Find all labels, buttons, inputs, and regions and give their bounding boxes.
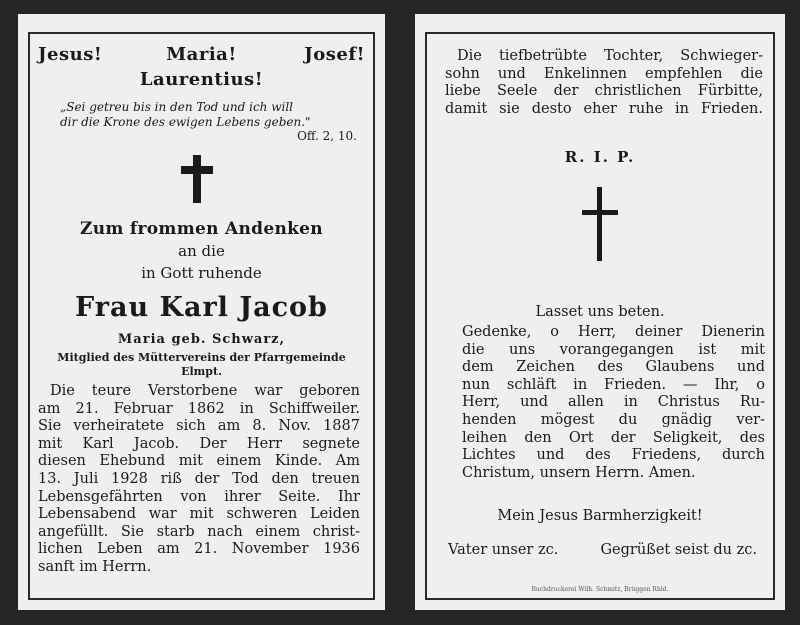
scripture-quote-line-1: „Sei getreu bis in den Tod und ich will [60, 100, 294, 114]
intro-line: damit sie desto eher ruhe in Frieden. [445, 100, 763, 117]
invocation-maria: Maria! [166, 44, 237, 65]
prayer-line: nun schläft in Frieden. — Ihr, o [462, 376, 765, 393]
biography-line: angefüllt. Sie starb nach einem christ- [38, 523, 360, 540]
heading-line-3: in Gott ruhende [141, 264, 262, 282]
membership-line-2: Elmpt. [181, 365, 222, 378]
family-intro [445, 48, 763, 118]
prayer-line: Lichtes und des Friedens, durch [462, 447, 765, 464]
prayer-line: die uns vorangegangen ist mit [462, 341, 765, 358]
biography-line: Lebensgefährten von ihrer Seite. Ihr [38, 488, 360, 505]
prayer-line: Herr, und allen in Christus Ru- [462, 394, 765, 411]
prayer-vater-unser: Vater unser zc. [448, 542, 559, 558]
biography-line: Die teure Verstorbene war geboren [50, 383, 360, 399]
invocation-josef: Josef! [304, 44, 365, 65]
closing-invocation: Mein Jesus Barmherzigkeit! [497, 508, 703, 524]
latin-cross-icon [181, 155, 213, 203]
biography-line: Sie verheiratete sich am 8. Nov. 1887 [38, 418, 360, 435]
maiden-name: Maria geb. Schwarz, [117, 332, 286, 347]
prayer-line: henden mögest du gnädig ver- [462, 411, 765, 428]
prayer-line: leihen den Ort der Seligkeit, des [462, 429, 765, 446]
left-card [18, 14, 385, 610]
biography [38, 383, 360, 577]
heading-line-2: an die [178, 242, 225, 260]
biography-line: diesen Ehebund mit einem Kinde. Am [38, 453, 360, 470]
rip-text: R. I. P. [564, 148, 636, 166]
biography-line: Lebensabend war mit schweren Leiden [38, 506, 360, 523]
intro-line: sohn und Enkelinnen empfehlen die [445, 65, 763, 82]
biography-line: lichen Leben am 21. November 1936 [38, 541, 360, 558]
biography-line: mit Karl Jacob. Der Herr segnete [38, 435, 360, 452]
heading-line-1: Zum frommen Andenken [80, 219, 323, 239]
intro-line: Die tiefbetrübte Tochter, Schwieger- [457, 48, 763, 64]
invocation-laurentius: Laurentius! [139, 69, 264, 90]
scripture-reference: Off. 2, 10. [297, 129, 357, 143]
scripture-quote-line-2: dir die Krone des ewigen Lebens geben." [60, 115, 311, 129]
biography-line: 13. Juli 1928 riß der Tod den treuen [38, 470, 360, 487]
deceased-name: Frau Karl Jacob [75, 292, 328, 323]
right-card [415, 14, 785, 610]
prayer-heading: Lasset uns beten. [535, 304, 665, 320]
prayer-line: dem Zeichen des Glaubens und [462, 359, 765, 376]
prayer-line: Christum, unsern Herrn. Amen. [462, 464, 696, 481]
prayer-gegruesset: Gegrüßet seist du zc. [600, 542, 757, 558]
prayer-line: Gedenke, o Herr, deiner Dienerin [462, 324, 765, 340]
prayer-text [462, 324, 765, 482]
invocation-jesus: Jesus! [38, 44, 103, 65]
printer-imprint: Buchdruckerei Wilh. Schmitz, Brüggen Rhld. [531, 586, 669, 593]
latin-cross-icon [582, 187, 618, 261]
biography-line: am 21. Februar 1862 in Schiffweiler. [38, 400, 360, 417]
intro-line: liebe Seele der christlichen Fürbitte, [445, 83, 763, 100]
membership-line-1: Mitglied des Müttervereins der Pfarrgemeinde [57, 351, 346, 364]
biography-line: sanft im Herrn. [38, 558, 152, 575]
